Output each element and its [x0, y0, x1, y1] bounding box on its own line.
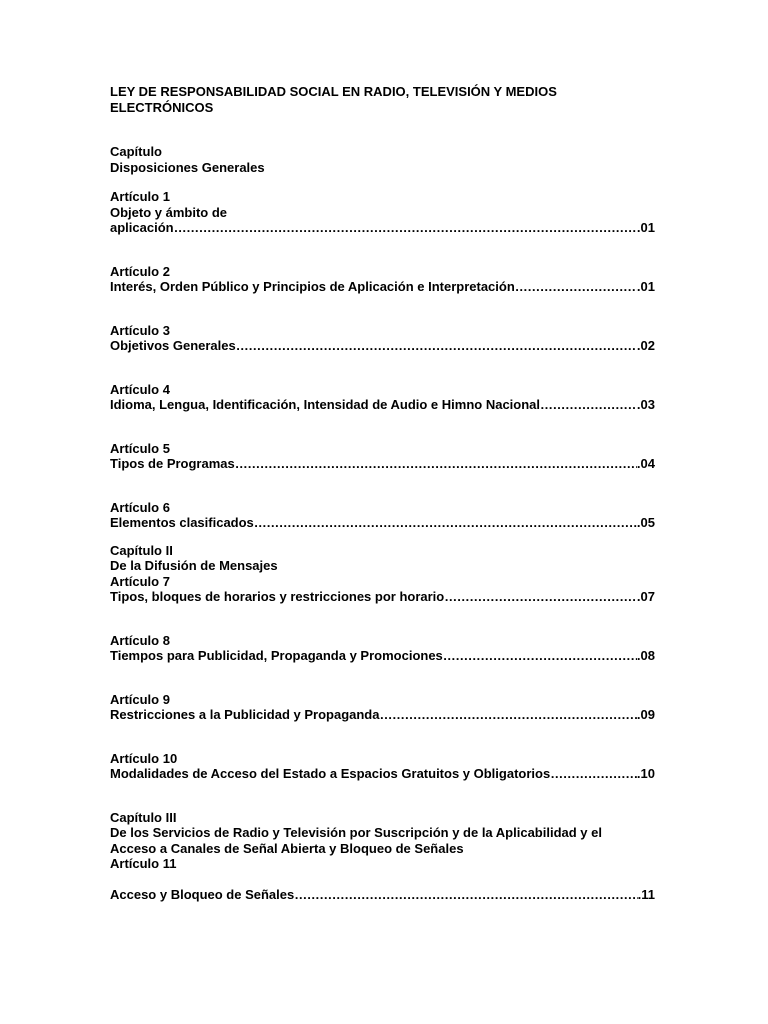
toc-entry-article-6[interactable]	[110, 500, 655, 531]
leader-dots	[174, 220, 637, 236]
toc-entry-article-7[interactable]	[110, 574, 655, 605]
article-label: Artículo 3	[110, 322, 170, 338]
document-page	[110, 84, 655, 902]
toc-entry-article-9[interactable]	[110, 692, 655, 723]
leader-dots	[254, 515, 637, 531]
article-label: Artículo 10	[110, 750, 178, 766]
chapter-name: De los Servicios de Radio y Televisión por Suscripción y de la Aplicabilidad y el	[110, 825, 602, 840]
toc-entry-article-4[interactable]	[110, 382, 655, 413]
document-title	[110, 84, 655, 115]
toc-line	[110, 766, 655, 782]
toc-entry-article-8[interactable]	[110, 633, 655, 664]
chapter-name: De la Difusión de Mensajes	[110, 558, 278, 573]
chapter-label: Capítulo	[110, 144, 162, 159]
toc-line	[110, 397, 655, 413]
article-label: Artículo 4	[110, 381, 170, 397]
leader-dots	[444, 589, 637, 605]
article-title: Elementos clasificados	[110, 515, 254, 530]
article-title: Objetivos Generales	[110, 338, 236, 353]
chapter-label: Capítulo III	[110, 809, 177, 825]
toc-line	[110, 515, 655, 531]
leader-dots	[515, 279, 637, 295]
title-line-2: ELECTRÓNICOS	[110, 99, 214, 115]
article-label: Artículo 7	[110, 573, 170, 589]
article-title-cont: aplicación	[110, 220, 174, 235]
chapter-3	[110, 810, 655, 857]
toc-line	[110, 707, 655, 723]
toc-entry-article-2[interactable]	[110, 264, 655, 295]
toc-entry-article-10[interactable]	[110, 751, 655, 782]
toc-entry-article-3[interactable]	[110, 323, 655, 354]
title-line-1: LEY DE RESPONSABILIDAD SOCIAL EN RADIO, TELEVISIÓN Y MEDIOS	[110, 84, 557, 99]
article-label: Artículo 5	[110, 440, 170, 456]
article-label: Artículo 11	[110, 856, 177, 871]
article-label: Artículo 1	[110, 189, 170, 204]
page-number: .01	[636, 220, 655, 235]
leader-dots	[550, 766, 637, 782]
article-title: Acceso y Bloqueo de Señales	[110, 886, 295, 902]
leader-dots	[236, 338, 637, 354]
chapter-label: Capítulo II	[110, 542, 173, 558]
toc-entry-article-5[interactable]	[110, 441, 655, 472]
article-title: Tipos de Programas	[110, 456, 235, 471]
toc-entry-article-11[interactable]	[110, 856, 655, 902]
toc-line	[110, 648, 655, 664]
page-number: .04	[636, 456, 655, 471]
page-number: .10	[636, 766, 655, 781]
page-number: .03	[636, 397, 655, 412]
toc-line	[110, 220, 655, 236]
article-title: Idioma, Lengua, Identificación, Intensidad de Audio e Himno Nacional	[110, 397, 541, 412]
page-number: .02	[636, 338, 655, 353]
article-title: Objeto y ámbito de	[110, 204, 228, 220]
chapter-1	[110, 144, 655, 175]
article-title: Tiempos para Publicidad, Propaganda y Promociones	[110, 648, 443, 663]
article-label: Artículo 8	[110, 632, 170, 648]
toc-line	[110, 279, 655, 295]
chapter-name-cont: Acceso a Canales de Señal Abierta y Bloqueo de Señales	[110, 840, 464, 856]
article-title: Restricciones a la Publicidad y Propaganda	[110, 707, 380, 722]
toc-line	[110, 589, 655, 605]
page-number: .07	[636, 589, 655, 604]
toc-line	[110, 456, 655, 472]
page-number: .11	[637, 886, 655, 902]
toc-entry-article-1[interactable]	[110, 189, 655, 236]
leader-dots	[443, 648, 637, 664]
page-number: .01	[636, 279, 655, 294]
article-title: Interés, Orden Público y Principios de Aplicación e Interpretación	[110, 279, 515, 294]
chapter-2	[110, 543, 655, 574]
page-number: .05	[636, 515, 655, 530]
page-number: .09	[636, 707, 655, 722]
article-title: Tipos, bloques de horarios y restricciones por horario	[110, 589, 445, 604]
leader-dots	[294, 887, 637, 903]
toc-line	[110, 887, 655, 903]
leader-dots	[379, 707, 636, 723]
article-label: Artículo 9	[110, 691, 170, 707]
chapter-name: Disposiciones Generales	[110, 159, 265, 175]
article-label: Artículo 6	[110, 499, 170, 515]
toc-line	[110, 338, 655, 354]
page-number: .08	[636, 648, 655, 663]
leader-dots	[235, 456, 637, 472]
leader-dots	[540, 397, 637, 413]
article-label: Artículo 2	[110, 263, 170, 279]
article-title: Modalidades de Acceso del Estado a Espacios Gratuitos y Obligatorios	[110, 766, 551, 781]
